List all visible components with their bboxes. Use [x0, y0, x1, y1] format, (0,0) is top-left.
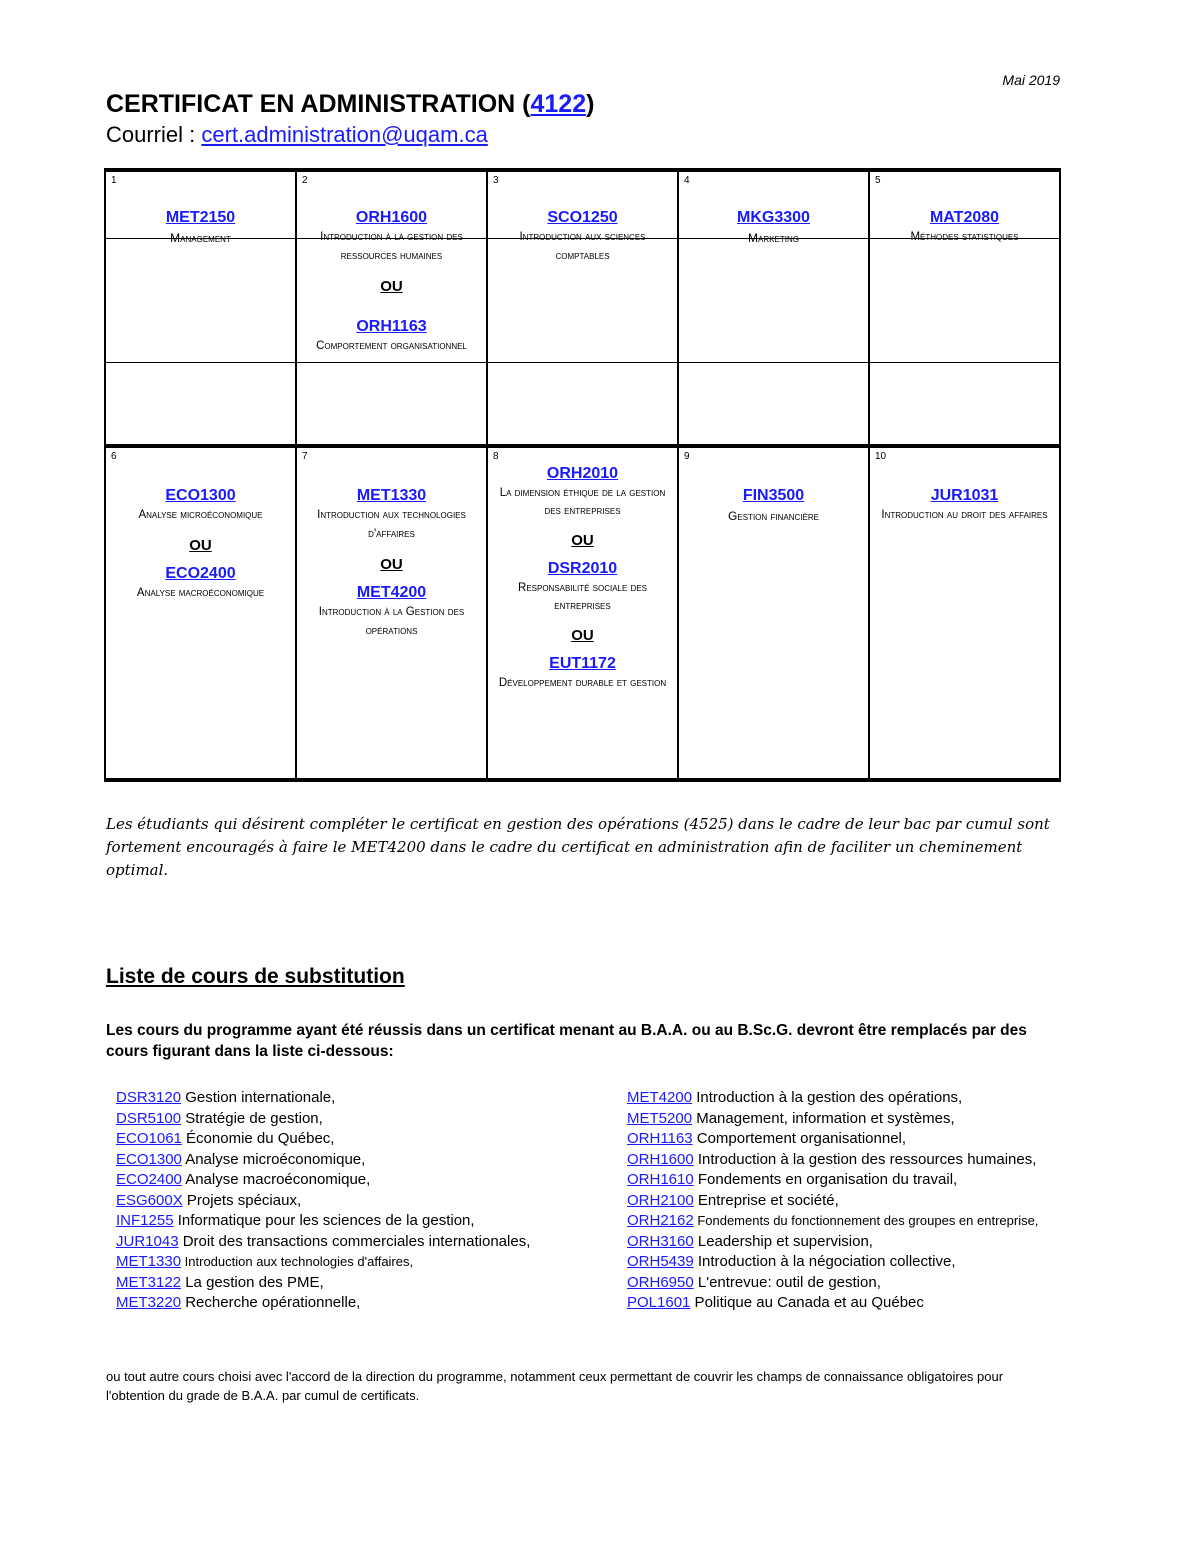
list-item	[116, 1211, 530, 1232]
course-title: Méthodes statistiques	[874, 228, 1055, 247]
grid-cell-10	[869, 446, 1060, 780]
course-label: Fondements du fonctionnement des groupes en entreprise,	[693, 1213, 1039, 1228]
list-item	[116, 1293, 530, 1314]
title-prefix: CERTIFICAT EN ADMINISTRATION (	[106, 90, 531, 118]
course-title: Introduction aux sciences comptables	[492, 228, 673, 266]
course-title: La dimension éthique de la gestion des entreprises	[499, 487, 666, 517]
course-label: Introduction à la gestion des opérations,	[692, 1089, 963, 1106]
course-label: Projets spéciaux,	[182, 1191, 302, 1209]
course-label: Entreprise et société,	[693, 1191, 839, 1209]
course-label: Politique au Canada et au Québec	[690, 1294, 924, 1311]
course-link[interactable]: ECO1061	[116, 1130, 182, 1147]
course-label: Informatique pour les sciences de la gestion,	[173, 1212, 475, 1229]
course-link[interactable]: DSR3120	[116, 1089, 182, 1106]
course-title: Marketing	[748, 231, 799, 245]
list-item	[116, 1150, 530, 1171]
cell-number: 4	[684, 175, 690, 186]
course-link[interactable]: MET3220	[116, 1294, 182, 1311]
grid-cell-5	[869, 170, 1060, 446]
list-item	[627, 1109, 1038, 1130]
course-link[interactable]: MET1330	[116, 1253, 182, 1270]
list-item	[627, 1191, 1038, 1212]
cell-number: 8	[493, 451, 499, 462]
course-title: Gestion financière	[728, 509, 819, 523]
course-label: Économie du Québec,	[181, 1130, 335, 1147]
course-title: Introduction à la Gestion des opérations	[318, 606, 465, 637]
grid-cell-4	[678, 170, 869, 446]
course-link[interactable]: DSR5100	[116, 1109, 182, 1127]
course-link[interactable]: MET4200	[356, 584, 427, 601]
course-link[interactable]: MAT2080	[929, 209, 1000, 226]
course-link[interactable]: ORH1600	[627, 1150, 694, 1168]
course-link[interactable]: FIN3500	[742, 487, 805, 504]
cell-number: 5	[875, 175, 881, 186]
course-label: Introduction à la gestion des ressources humaines,	[693, 1150, 1037, 1168]
grid-cell-7	[296, 446, 487, 780]
course-link[interactable]: ECO2400	[165, 565, 236, 582]
substitution-heading: Liste de cours de substitution	[106, 965, 405, 988]
list-item	[627, 1232, 1038, 1253]
cell-number: 2	[302, 175, 308, 186]
cell-number: 1	[111, 175, 117, 186]
list-item	[627, 1170, 1038, 1191]
course-title: Introduction à la gestion des ressources humaines	[301, 228, 482, 266]
grid-cell-9	[678, 446, 869, 780]
list-item	[116, 1170, 530, 1191]
course-link[interactable]: MET1330	[356, 487, 427, 504]
course-link[interactable]: MET3122	[116, 1273, 182, 1291]
or-separator: OU	[189, 537, 212, 554]
list-item	[627, 1088, 1038, 1109]
course-title: Introduction aux technologies d'affaires	[317, 509, 466, 540]
course-label: Gestion internationale,	[181, 1089, 336, 1106]
grid-row-2	[105, 446, 1060, 780]
course-label: Introduction aux technologies d'affaires,	[181, 1254, 414, 1269]
course-link[interactable]: ORH1163	[627, 1130, 693, 1147]
list-item	[116, 1252, 530, 1273]
course-link[interactable]: ESG600X	[116, 1191, 183, 1209]
list-item	[116, 1232, 530, 1253]
course-link[interactable]: ECO1300	[165, 487, 236, 504]
email-label: Courriel :	[106, 122, 202, 147]
list-item	[116, 1273, 530, 1294]
footer-note: ou tout autre cours choisi avec l'accord de la direction du programme, notamment ceux permettant de couvrir les champs de connaissance obligatoires pour l'obtention du grade de B.A.A. par cumul de certificats.	[106, 1369, 1004, 1403]
course-title: Management	[170, 231, 231, 245]
grid-row-1	[105, 170, 1060, 446]
course-label: Droit des transactions commerciales internationales,	[178, 1232, 531, 1250]
or-separator: OU	[380, 278, 403, 295]
course-link[interactable]: ORH3160	[627, 1232, 694, 1250]
email-line	[106, 122, 488, 148]
course-title: Comportement organisationnel	[316, 340, 467, 352]
course-label: Management, information et systèmes,	[692, 1109, 955, 1127]
course-link[interactable]: SCO1250	[547, 209, 618, 226]
course-link[interactable]: MKG3300	[737, 209, 810, 226]
cell-number: 10	[875, 451, 887, 462]
course-link[interactable]: ORH2162	[627, 1212, 694, 1229]
course-label: Comportement organisationnel,	[692, 1130, 907, 1147]
course-link[interactable]: ORH1600	[355, 209, 428, 226]
list-item	[116, 1129, 530, 1150]
cell-number: 3	[493, 175, 499, 186]
course-link[interactable]: MET5200	[627, 1109, 693, 1127]
course-label: Introduction à la négociation collective,	[693, 1253, 956, 1270]
course-label: La gestion des PME,	[181, 1273, 324, 1291]
course-link[interactable]: ORH2010	[546, 465, 619, 482]
course-link[interactable]: ECO1300	[116, 1150, 182, 1168]
course-title: Analyse microéconomique	[138, 509, 263, 521]
grid-cell-6	[105, 446, 296, 780]
list-item	[116, 1191, 530, 1212]
or-separator: OU	[571, 532, 594, 549]
list-item	[627, 1211, 1038, 1232]
operations-certificate-note: Les étudiants qui désirent compléter le certificat en gestion des opérations (4525) dans le cadre de leur bac par cumul sont fortement encouragés à faire le MET4200 dans le cadre du certificat en administration afin de faciliter un cheminement optimal.	[106, 815, 1050, 879]
course-title: Développement durable et gestion	[498, 677, 667, 689]
substitution-list-right	[627, 1088, 1038, 1314]
course-title: Responsabilité sociale des entreprises	[518, 582, 647, 612]
course-label: Recherche opérationnelle,	[181, 1294, 361, 1311]
list-item	[627, 1252, 1038, 1273]
document-date: Mai 2019	[1002, 72, 1060, 88]
cell-number: 7	[302, 451, 308, 462]
course-link[interactable]: ECO2400	[116, 1171, 182, 1188]
list-item	[627, 1273, 1038, 1294]
course-label: Analyse microéconomique,	[181, 1150, 366, 1168]
grid-cell-8	[487, 446, 678, 780]
course-link[interactable]: MET2150	[165, 209, 236, 226]
email-link[interactable]: cert.administration@uqam.ca	[201, 122, 488, 147]
course-label: L'entrevue: outil de gestion,	[693, 1273, 881, 1291]
program-code-link[interactable]: 4122	[530, 90, 587, 118]
course-link[interactable]: MET4200	[627, 1089, 693, 1106]
course-label: Stratégie de gestion,	[181, 1109, 323, 1127]
title-suffix: )	[586, 90, 595, 118]
course-label: Leadership et supervision,	[693, 1232, 873, 1250]
list-item	[627, 1129, 1038, 1150]
course-link[interactable]: DSR2010	[547, 560, 618, 577]
course-link[interactable]: ORH1610	[627, 1171, 694, 1188]
grid-cell-3	[487, 170, 678, 446]
course-label: Fondements en organisation du travail,	[693, 1171, 958, 1188]
grid-cell-1	[105, 170, 296, 446]
course-link[interactable]: POL1601	[627, 1294, 691, 1311]
list-item	[627, 1293, 1038, 1314]
course-link[interactable]: INF1255	[116, 1212, 174, 1229]
list-item	[116, 1088, 530, 1109]
course-title: Analyse macroéconomique	[136, 587, 265, 599]
course-grid	[104, 168, 1061, 782]
grid-cell-2	[296, 170, 487, 446]
cell-number: 6	[111, 451, 117, 462]
course-link[interactable]: ORH6950	[627, 1273, 694, 1291]
or-separator: OU	[571, 627, 594, 644]
course-link[interactable]: ORH2100	[627, 1191, 694, 1209]
course-link[interactable]: JUR1031	[930, 487, 999, 504]
course-link[interactable]: EUT1172	[549, 655, 616, 672]
or-separator: OU	[380, 556, 403, 573]
course-link[interactable]: ORH5439	[627, 1253, 694, 1270]
substitution-list-left	[116, 1088, 530, 1314]
substitution-intro: Les cours du programme ayant été réussis dans un certificat menant au B.A.A. ou au B.Sc.G. devront être remplacés par des cours figurant dans la liste ci-dessous:	[106, 1022, 1027, 1060]
course-title: Introduction au droit des affaires	[881, 509, 1048, 521]
cell-number: 9	[684, 451, 690, 462]
course-label: Analyse macroéconomique,	[181, 1171, 371, 1188]
list-item	[116, 1109, 530, 1130]
page-title	[106, 90, 594, 119]
course-link[interactable]: ORH1163	[356, 318, 427, 335]
course-link[interactable]: JUR1043	[116, 1232, 179, 1250]
list-item	[627, 1150, 1038, 1171]
